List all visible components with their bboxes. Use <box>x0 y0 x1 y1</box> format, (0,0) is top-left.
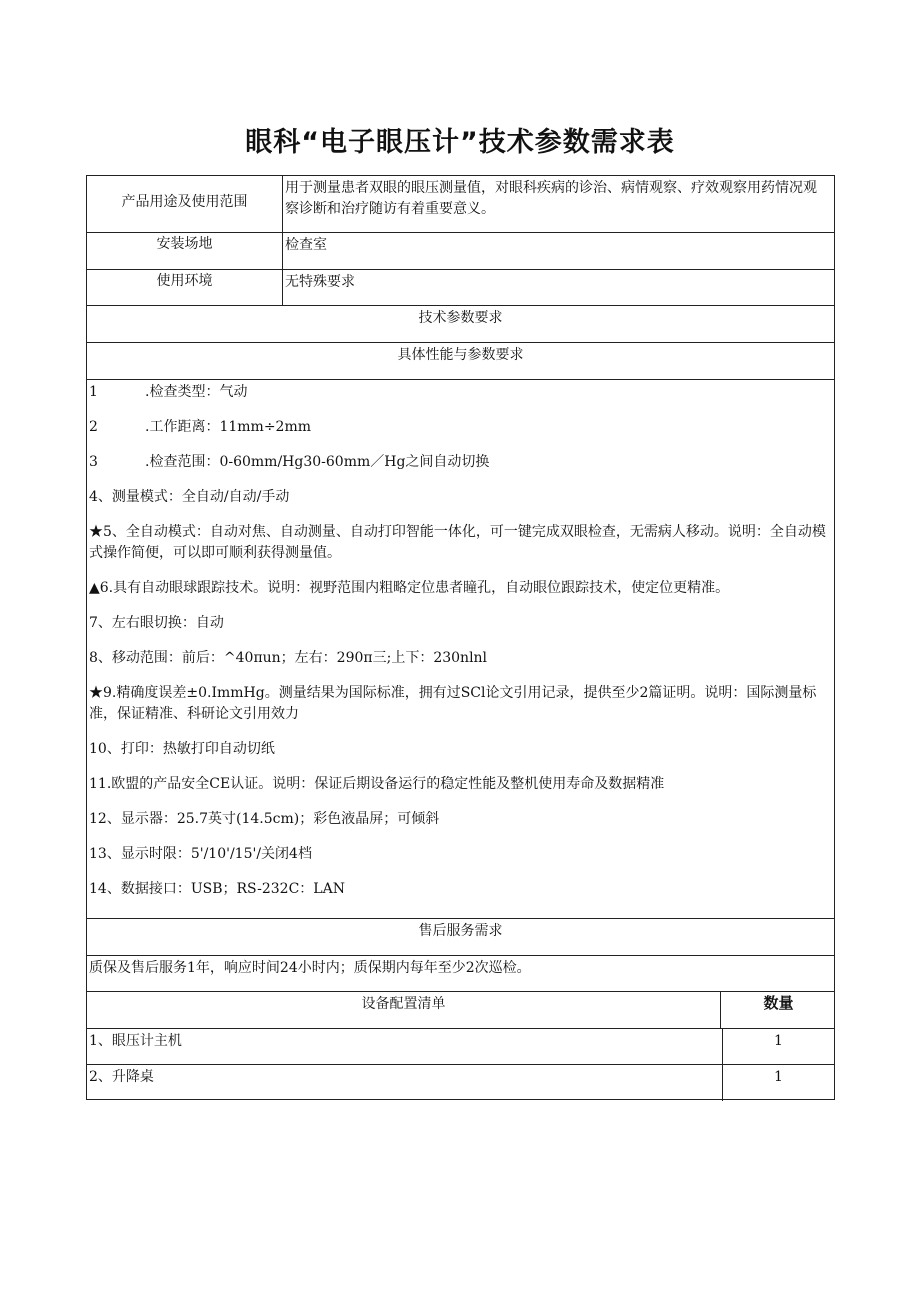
param-item: 8、移动范围：前后：^40πun；左右：290π三;上下：230nlnl <box>89 650 488 666</box>
tech-header-row <box>87 306 834 343</box>
param-item: 12、显示器：25.7英寸(14.5cm)；彩色液晶屏；可倾斜 <box>89 811 440 827</box>
page-title: 眼科“电子眼压计”技术参数需求表 <box>245 127 675 158</box>
param-item: ★5、全自动模式：自动对焦、自动测量、自动打印智能一体化，可一键完成双眼检查，无需病人移动。说明：全自动模式操作简便，可以即可顺利获得测量值。 <box>89 524 826 561</box>
perf-header: 具体性能与参数要求 <box>397 347 524 363</box>
param-item: 7、左右眼切换：自动 <box>89 615 224 631</box>
param-item <box>89 417 826 438</box>
config-header-row <box>87 992 834 1029</box>
config-item-name: 2、升降桌 <box>87 1065 723 1101</box>
requirements-table <box>86 175 835 1100</box>
info-row-site <box>87 233 834 270</box>
config-row <box>87 1029 834 1065</box>
config-header: 设备配置清单 <box>87 992 721 1028</box>
info-label: 产品用途及使用范围 <box>87 176 283 232</box>
param-item: ★9.精确度误差±0.ImmHg。测量结果为国际标准，拥有过SCl论文引用记录，提供至少2篇证明。说明：国际测量标准，保证精准、科研论文引用效力 <box>89 685 817 722</box>
param-item: 14、数据接口：USB；RS-232C：LAN <box>89 881 345 897</box>
param-item: 11.欧盟的产品安全CE认证。说明：保证后期设备运行的稳定性能及整机使用寿命及数据精准 <box>89 776 665 792</box>
config-item-qty: 1 <box>774 1033 783 1049</box>
info-row-purpose <box>87 176 834 233</box>
param-number: 2 <box>89 419 98 435</box>
config-item-name: 1、眼压计主机 <box>87 1029 723 1064</box>
param-number: 1 <box>89 384 98 400</box>
param-item: ▲6.具有自动眼球跟踪技术。说明：视野范围内粗略定位患者瞳孔，自动眼位跟踪技术，使定位更精准。 <box>89 580 730 596</box>
tech-header: 技术参数要求 <box>418 310 503 326</box>
config-row <box>87 1065 834 1101</box>
service-header: 售后服务需求 <box>418 923 503 939</box>
param-item: 13、显示时限：5'/10'/15'/关闭4档 <box>89 846 312 862</box>
info-value: 无特殊要求 <box>285 274 355 290</box>
params-block <box>87 380 834 919</box>
service-header-row <box>87 919 834 956</box>
config-item-qty: 1 <box>774 1069 783 1085</box>
param-text: .检查范围：0-60mm/Hg30-60mm／Hg之间自动切换 <box>145 454 490 470</box>
info-row-environment <box>87 270 834 306</box>
info-value: 检查室 <box>285 237 327 253</box>
param-item: 4、测量模式：全自动/自动/手动 <box>89 489 290 505</box>
info-label: 使用环境 <box>87 270 283 305</box>
perf-header-row <box>87 343 834 380</box>
service-row <box>87 956 834 992</box>
param-text: .检查类型：气动 <box>145 384 248 400</box>
param-item <box>89 452 826 473</box>
info-value: 用于测量患者双眼的眼压测量值，对眼科疾病的诊治、病情观察、疗效观察用药情况观察诊断和治疗随访有着重要意义。 <box>285 180 817 217</box>
qty-header: 数量 <box>763 994 794 1012</box>
info-label: 安装场地 <box>87 233 283 269</box>
param-item: 10、打印：热敏打印自动切纸 <box>89 741 275 757</box>
param-number: 3 <box>89 454 98 470</box>
param-text: .工作距离：11mm÷2mm <box>145 419 312 435</box>
param-item <box>89 382 826 403</box>
service-text: 质保及售后服务1年，响应时间24小时内；质保期内每年至少2次巡检。 <box>89 960 531 976</box>
